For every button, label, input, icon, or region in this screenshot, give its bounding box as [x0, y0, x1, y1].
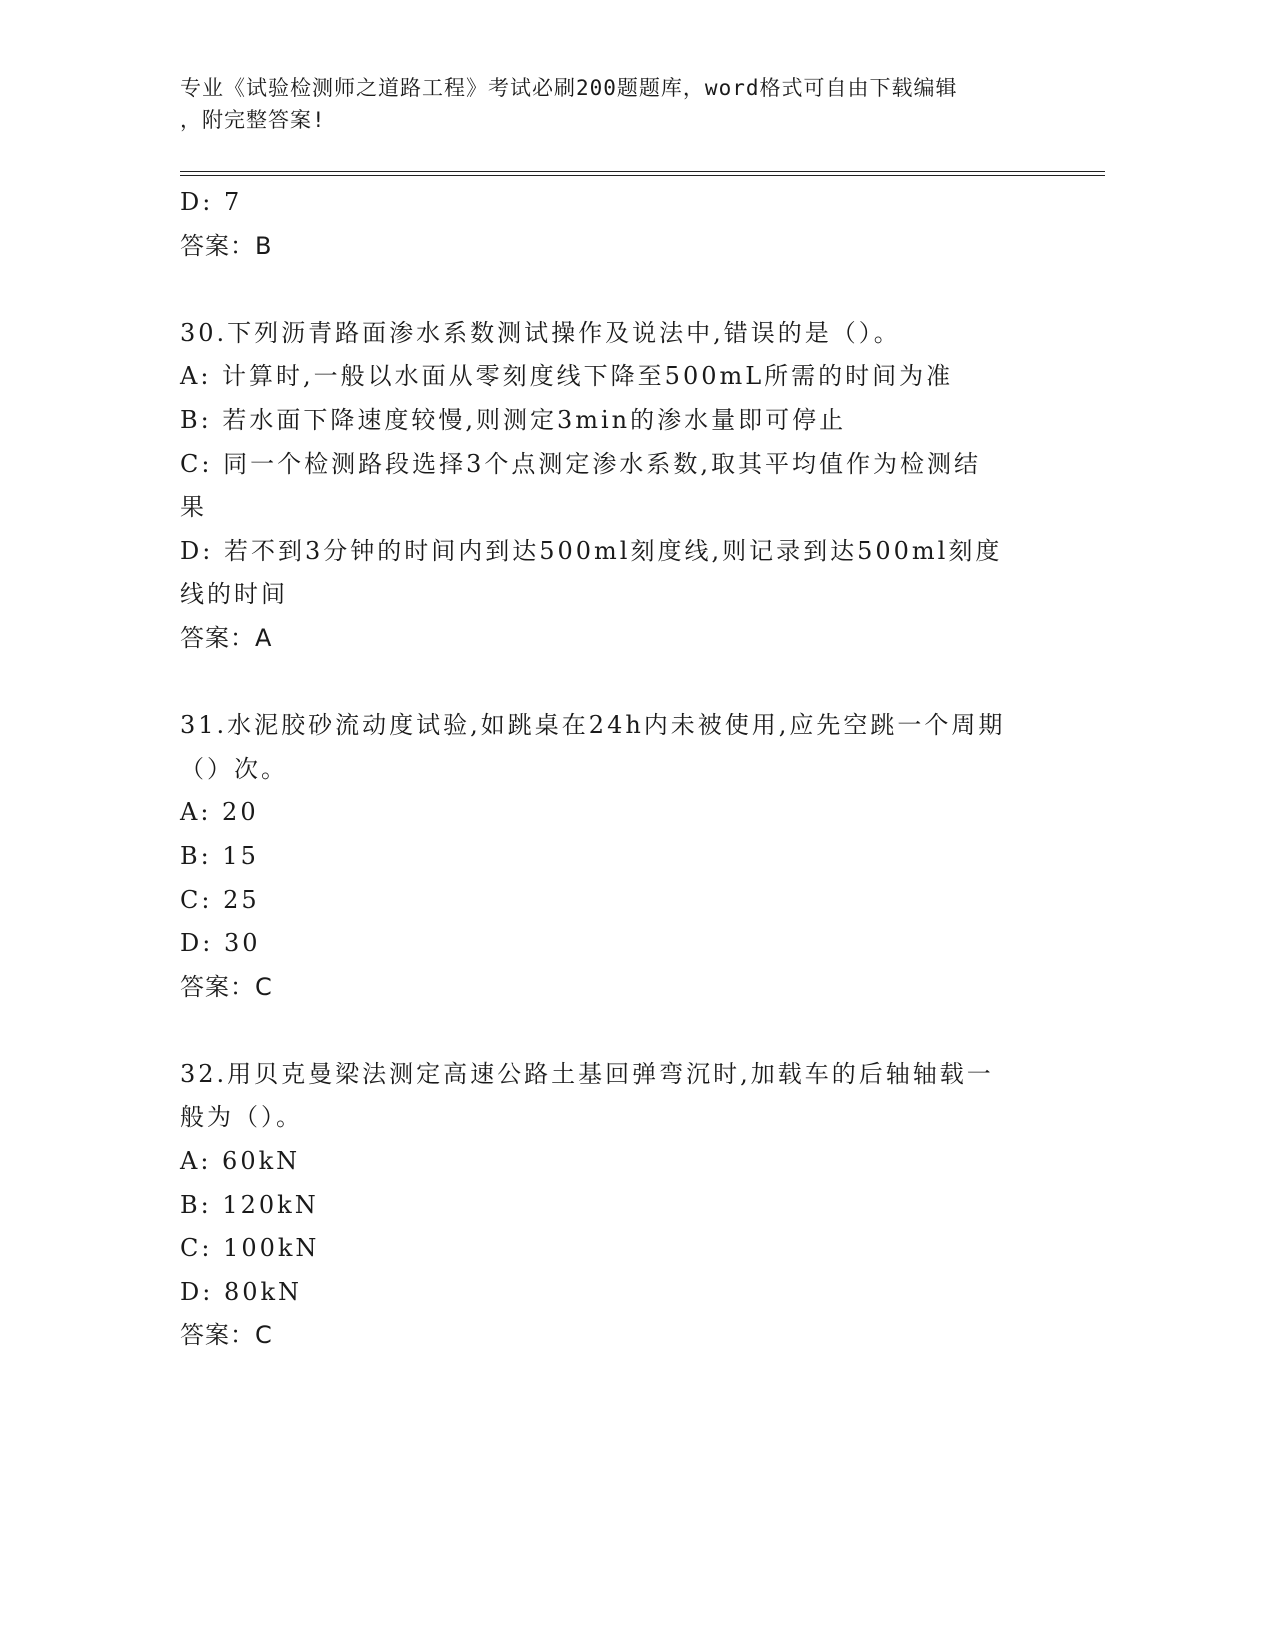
option-d-continued: 线的时间: [180, 580, 288, 609]
header-divider-top: [180, 171, 1105, 172]
question-31: [180, 704, 1060, 1009]
option-a: A: 60kN: [180, 1147, 301, 1176]
spacer: [180, 1009, 1060, 1053]
question-stem: 31.水泥胶砂流动度试验,如跳桌在24h内未被使用,应先空跳一个周期: [180, 711, 1006, 740]
header-title-line-1: 专业《试验检测师之道路工程》考试必刷200题题库，word格式可自由下载编辑: [180, 76, 958, 100]
option-d: D: 30: [180, 929, 261, 958]
header-divider-bottom: [180, 175, 1105, 176]
option-b: B: 若水面下降速度较慢,则测定3min的渗水量即可停止: [180, 405, 847, 434]
document-header: [180, 72, 1060, 136]
option-b: B: 15: [180, 841, 259, 870]
question-list: [180, 181, 1060, 1358]
question-stem-continued: 般为（）。: [180, 1103, 303, 1132]
spacer: [180, 661, 1060, 705]
option-d: D: 7: [180, 188, 243, 216]
option-d: D: 80kN: [180, 1277, 303, 1306]
option-c: C: 100kN: [180, 1234, 320, 1263]
header-title-line-2: ，附完整答案!: [180, 108, 326, 132]
option-b: B: 120kN: [180, 1190, 319, 1219]
option-a: A: 20: [180, 798, 259, 827]
question-30: [180, 312, 1060, 661]
question-29-tail: [180, 181, 1060, 268]
option-c: C: 同一个检测路段选择3个点测定渗水系数,取其平均值作为检测结: [180, 449, 981, 478]
answer-label: 答案：C: [180, 1321, 273, 1350]
option-c: C: 25: [180, 885, 260, 914]
question-stem-continued: （）次。: [180, 754, 288, 783]
answer-label: 答案：A: [180, 623, 273, 652]
answer-label: 答案：C: [180, 972, 273, 1001]
question-32: [180, 1053, 1060, 1358]
question-stem: 32.用贝克曼梁法测定高速公路土基回弹弯沉时,加载车的后轴轴载一: [180, 1059, 994, 1088]
option-c-continued: 果: [180, 493, 207, 522]
spacer: [180, 268, 1060, 312]
answer-label: 答案：B: [180, 231, 273, 260]
question-stem: 30.下列沥青路面渗水系数测试操作及说法中,错误的是（）。: [180, 318, 901, 347]
option-d: D: 若不到3分钟的时间内到达500ml刻度线,则记录到达500ml刻度: [180, 536, 1003, 565]
option-a: A: 计算时,一般以水面从零刻度线下降至500mL所需的时间为准: [180, 362, 954, 391]
